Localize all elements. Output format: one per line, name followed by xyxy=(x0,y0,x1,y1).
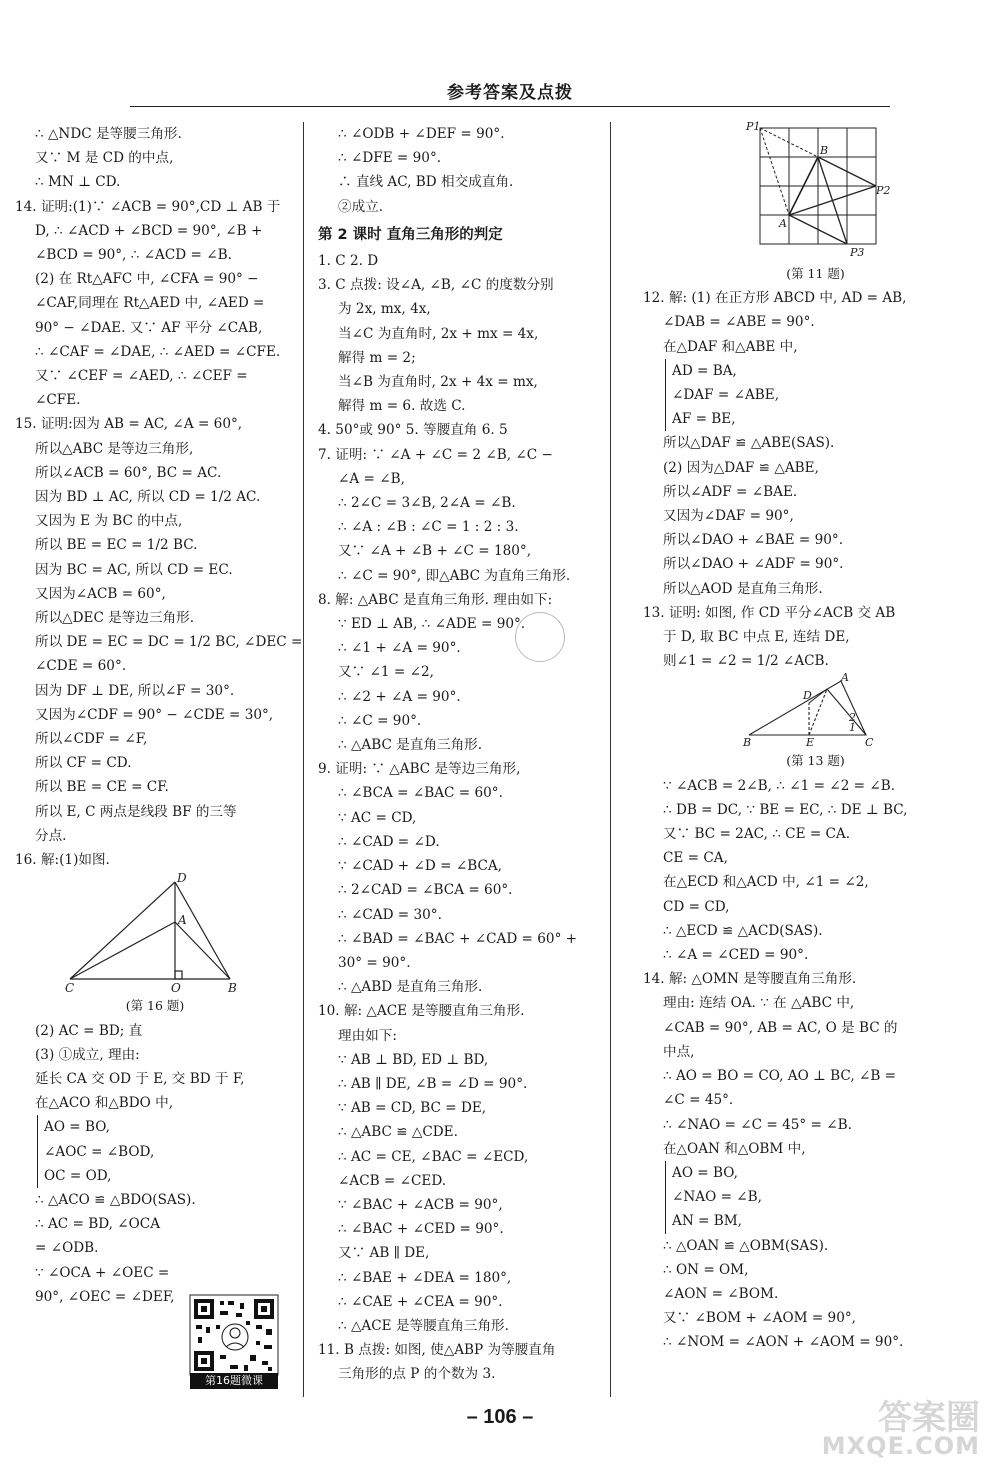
text-line: ∵ AB = CD, BC = DE, xyxy=(338,1100,487,1117)
text-line: ∴ ∠BCA = ∠BAC = 60°. xyxy=(338,785,503,802)
column-divider-1 xyxy=(303,122,304,1397)
text-line: ∴ ∠BAC + ∠CED = 90°. xyxy=(338,1221,504,1238)
text-line: ∴ ∠NOM = ∠AON + ∠AOM = 90°. xyxy=(663,1334,904,1351)
text-line: ∵ ∠OCA + ∠OEC = xyxy=(35,1264,170,1281)
text-line: ∴ ∠1 + ∠A = 90°. xyxy=(338,640,461,657)
fig16-label-o: O xyxy=(171,981,181,996)
text-line: 90° − ∠DAE. 又∵ AF 平分 ∠CAB, xyxy=(35,319,263,336)
text-line: = ∠ODB. xyxy=(35,1240,99,1257)
text-line: ②成立. xyxy=(338,198,384,215)
text-line: 所以△DEC 是等边三角形. xyxy=(35,610,195,627)
text-line: 又∵ AB ∥ DE, xyxy=(338,1245,430,1262)
text-line: 解得 m = 6. 故选 C. xyxy=(338,398,466,415)
text-line: ∵ AC = CD, xyxy=(338,809,417,826)
text-line: ∴ ∠A = ∠CED = 90°. xyxy=(663,947,809,964)
text-line: ∠AON = ∠BOM. xyxy=(663,1285,779,1302)
fig11-label-p1: P1 xyxy=(745,120,760,133)
text-line: AN = BM, xyxy=(665,1209,988,1233)
text-line: D, ∴ ∠ACD + ∠BCD = 90°, ∠B + xyxy=(35,222,263,239)
text-line: 所以 BE = CE = CF. xyxy=(35,779,169,796)
text-line: ∠DAB = ∠ABE = 90°. xyxy=(663,314,815,331)
text-line: ∠CFE. xyxy=(35,392,81,409)
text-line: 9. 证明: ∵ △ABC 是等边三角形, xyxy=(318,761,521,778)
text-line: 又因为 E 为 BC 的中点, xyxy=(35,513,183,530)
figure-16 xyxy=(65,871,245,996)
text-line: 又∵ ∠A + ∠B + ∠C = 180°, xyxy=(338,543,532,560)
text-line: ∴ MN ⊥ CD. xyxy=(35,174,121,191)
text-line: ∵ ∠BAC + ∠ACB = 90°, xyxy=(338,1196,503,1213)
text-line: ∴ ∠2 + ∠A = 90°. xyxy=(338,688,461,705)
fig13-label-1: 1 xyxy=(848,721,856,735)
text-line: 所以 DE = EC = DC = 1/2 BC, ∠DEC = xyxy=(35,634,303,651)
text-line: 当∠C 为直角时, 2x + mx = 4x, xyxy=(338,325,539,342)
figure-16-caption: (第 16 题) xyxy=(125,998,185,1014)
text-line: ∴ 直线 AC, BD 相交成直角. xyxy=(338,174,514,191)
text-line: 所以∠DAO + ∠ADF = 90°. xyxy=(663,556,844,573)
text-line: 第 2 课时 直角三角形的判定 xyxy=(318,226,503,243)
text-line: 8. 解: △ABC 是直角三角形. 理由如下: xyxy=(318,591,553,608)
answer-column-3 xyxy=(643,118,988,1355)
text-line: CE = CA, xyxy=(663,850,728,867)
text-line: ∴ ∠BAE + ∠DEA = 180°, xyxy=(338,1269,512,1286)
text-line: OC = OD, xyxy=(37,1164,295,1188)
text-line: ∵ ED ⊥ AB, ∴ ∠ADE = 90°. xyxy=(338,616,526,633)
text-line: 14. 证明:(1)∵ ∠ACB = 90°,CD ⊥ AB 于 xyxy=(15,198,281,215)
text-line: (3) ①成立, 理由: xyxy=(35,1046,140,1063)
text-line: ∴ ∠ODB + ∠DEF = 90°. xyxy=(338,126,505,142)
fig13-label-2: 2 xyxy=(848,711,856,725)
text-line: 14. 解: △OMN 是等腰直角三角形. xyxy=(643,971,857,988)
text-line: 为 2x, mx, 4x, xyxy=(338,301,431,318)
figure-11 xyxy=(745,120,890,260)
text-line: 10. 解: △ACE 是等腰直角三角形. xyxy=(318,1003,525,1020)
text-line: 在△OAN 和△OBM 中, xyxy=(663,1140,806,1157)
text-line: 90°, ∠OEC = ∠DEF, xyxy=(35,1288,175,1305)
text-line: ∠CAF,同理在 Rt△AED 中, ∠AED = xyxy=(35,295,265,312)
qr-caption: 第16题微课 xyxy=(190,1373,278,1389)
fig13-label-e: E xyxy=(805,736,814,750)
fig13-label-c: C xyxy=(864,736,873,750)
text-line: 于 D, 取 BC 中点 E, 连结 DE, xyxy=(663,629,850,646)
text-line: 3. C 点拨: 设∠A, ∠B, ∠C 的度数分别 xyxy=(318,277,554,294)
text-line: ∴ ∠C = 90°, 即△ABC 为直角三角形. xyxy=(338,567,571,584)
text-line: CD = CD, xyxy=(663,898,730,915)
text-line: 15. 证明:因为 AB = AC, ∠A = 60°, xyxy=(15,416,243,433)
text-line: ∴ ∠A : ∠B : ∠C = 1 : 2 : 3. xyxy=(338,519,519,536)
column-1-text-b xyxy=(15,1019,295,1309)
text-line: ∴ DB = DC, ∵ BE = EC, ∴ DE ⊥ BC, xyxy=(663,801,908,818)
text-line: 因为 BC = AC, 所以 CD = EC. xyxy=(35,561,233,578)
text-line: ∠C = 45°. xyxy=(663,1092,734,1109)
text-line: (2) AC = BD; 直 xyxy=(35,1022,143,1039)
text-line: 又因为∠CDF = 90° − ∠CDE = 30°, xyxy=(35,706,274,723)
text-line: 则∠1 = ∠2 = 1/2 ∠ACB. xyxy=(663,653,829,670)
fig11-label-b: B xyxy=(819,144,828,157)
watermark-url: MXQE.COM xyxy=(821,1432,980,1460)
fig16-label-d: D xyxy=(177,871,187,886)
text-line: ∠A = ∠B, xyxy=(338,470,405,487)
text-line: ∴ AO = BO = CO, AO ⊥ BC, ∠B = xyxy=(663,1068,897,1085)
text-line: ∴ △ABC ≌ △CDE. xyxy=(338,1124,458,1141)
text-line: 因为 DF ⊥ DE, 所以∠F = 30°. xyxy=(35,682,235,699)
text-line: 所以 BE = EC = 1/2 BC. xyxy=(35,537,198,554)
column-3-text-a xyxy=(643,286,988,673)
text-line: 所以 E, C 两点是线段 BF 的三等 xyxy=(35,803,237,820)
text-line: ∠DAF = ∠ABE, xyxy=(665,383,988,407)
text-line: ∴ ∠BAD = ∠BAC + ∠CAD = 60° + xyxy=(338,930,578,947)
text-line: ∴ △ECD ≌ △ACD(SAS). xyxy=(663,922,823,939)
text-line: 所以△AOD 是直角三角形. xyxy=(663,580,823,597)
text-line: ∴ ∠CAE + ∠CEA = 90°. xyxy=(338,1293,503,1310)
text-line: ∠CAB = 90°, AB = AC, O 是 BC 的 xyxy=(663,1019,898,1036)
text-line: ∴ △ACO ≌ △BDO(SAS). xyxy=(35,1191,196,1208)
figure-13-caption: (第 13 题) xyxy=(786,753,845,769)
text-line: 理由: 连结 OA. ∵ 在 △ABC 中, xyxy=(663,995,855,1012)
text-line: ∴ ∠CAF = ∠DAE, ∴ ∠AED = ∠CFE. xyxy=(35,343,281,360)
text-line: 在△ECD 和△ACD 中, ∠1 = ∠2, xyxy=(663,874,869,891)
text-line: 11. B 点拨: 如图, 使△ABP 为等腰直角 xyxy=(318,1342,556,1359)
fig11-label-p2: P2 xyxy=(875,184,890,197)
text-line: 又∵ ∠CEF = ∠AED, ∴ ∠CEF = xyxy=(35,368,248,385)
text-line: 又∵ ∠BOM + ∠AOM = 90°, xyxy=(663,1310,856,1327)
fig16-label-b: B xyxy=(228,981,237,996)
fig16-label-a: A xyxy=(178,913,187,928)
text-line: 又∵ ∠1 = ∠2, xyxy=(338,664,434,681)
text-line: ∴ AB ∥ DE, ∠B = ∠D = 90°. xyxy=(338,1075,528,1092)
text-line: 因为 BD ⊥ AC, 所以 CD = 1/2 AC. xyxy=(35,489,261,506)
answer-column-2 xyxy=(318,122,603,1387)
figure-13 xyxy=(741,671,891,750)
answer-column-1 xyxy=(15,122,303,1309)
text-line: ∴ ∠NAO = ∠C = 45° = ∠B. xyxy=(663,1116,852,1133)
fig13-label-d: D xyxy=(802,689,812,703)
figure-11-caption: (第 11 题) xyxy=(786,266,845,281)
text-line: (2) 在 Rt△AFC 中, ∠CFA = 90° − xyxy=(35,271,259,288)
text-line: ∴ ON = OM, xyxy=(663,1261,749,1278)
text-line: ∠AOC = ∠BOD, xyxy=(37,1140,295,1164)
text-line: ∵ ∠CAD + ∠D = ∠BCA, xyxy=(338,858,503,875)
text-line: ∴ △OAN ≌ △OBM(SAS). xyxy=(663,1237,829,1254)
text-line: ∵ AB ⊥ BD, ED ⊥ BD, xyxy=(338,1051,489,1068)
text-line: 所以△DAF ≌ △ABE(SAS). xyxy=(663,435,835,452)
text-line: 所以△ABC 是等边三角形, xyxy=(35,440,194,457)
text-line: ∠BCD = 90°, ∴ ∠ACD = ∠B. xyxy=(35,247,232,264)
text-line: 又∵ BC = 2AC, ∴ CE = CA. xyxy=(663,826,851,843)
text-line: AD = BA, xyxy=(665,359,988,383)
text-line: ∵ ∠ACB = 2∠B, ∴ ∠1 = ∠2 = ∠B. xyxy=(663,777,896,794)
text-line: ∴ △NDC 是等腰三角形. xyxy=(35,126,182,142)
fig13-label-b: B xyxy=(742,736,751,750)
text-line: 在△ACO 和△BDO 中, xyxy=(35,1095,174,1112)
text-line: ∴ ∠C = 90°. xyxy=(338,712,422,729)
page-header: 参考答案及点拨 xyxy=(130,78,890,107)
text-line: 延长 CA 交 OD 于 E, 交 BD 于 F, xyxy=(35,1070,245,1087)
text-line: ∴ AC = CE, ∠BAC = ∠ECD, xyxy=(338,1148,529,1165)
text-line: 所以∠CDF = ∠F, xyxy=(35,731,148,748)
text-line: 解得 m = 2; xyxy=(338,349,416,366)
text-line: 所以∠ACB = 60°, BC = AC. xyxy=(35,464,222,481)
text-line: 所以∠DAO + ∠BAE = 90°. xyxy=(663,532,844,549)
fig11-label-p3: P3 xyxy=(849,246,864,259)
text-line: 所以∠ADF = ∠BAE. xyxy=(663,483,798,500)
text-line: 在△DAF 和△ABE 中, xyxy=(663,338,798,355)
column-2-text xyxy=(318,122,603,1387)
text-line: 7. 证明: ∵ ∠A + ∠C = 2 ∠B, ∠C − xyxy=(318,446,553,463)
text-line: (2) 因为△DAF ≌ △ABE, xyxy=(663,459,819,476)
text-line: 中点, xyxy=(663,1043,695,1060)
text-line: 三角形的点 P 的个数为 3. xyxy=(338,1366,496,1383)
text-line: 又因为∠DAF = 90°, xyxy=(663,508,794,525)
text-line: ∴ △ABD 是直角三角形. xyxy=(338,979,483,996)
page-number: – 106 – xyxy=(466,1406,534,1428)
text-line: ∴ 2∠CAD = ∠BCA = 60°. xyxy=(338,882,513,899)
text-line: ∴ AC = BD, ∠OCA xyxy=(35,1216,161,1233)
text-line: 又因为∠ACB = 60°, xyxy=(35,585,166,602)
text-line: ∠NAO = ∠B, xyxy=(665,1185,988,1209)
text-line: ∴ 2∠C = 3∠B, 2∠A = ∠B. xyxy=(338,495,516,512)
text-line: 16. 解:(1)如图. xyxy=(15,852,110,869)
text-line: 分点. xyxy=(35,827,67,844)
text-line: 当∠B 为直角时, 2x + 4x = mx, xyxy=(338,374,538,391)
column-3-text-b xyxy=(643,774,988,1355)
column-1-text xyxy=(15,122,303,872)
text-line: AO = BO, xyxy=(37,1115,295,1139)
text-line: ∠ACB = ∠CED. xyxy=(338,1172,447,1189)
watermark-logo: 答案圈 xyxy=(878,1398,980,1438)
fig13-label-a: A xyxy=(840,671,849,685)
text-line: ∴ ∠DFE = 90°. xyxy=(338,150,442,167)
text-line: AO = BO, xyxy=(665,1161,988,1185)
text-line: ∴ △ACE 是等腰直角三角形. xyxy=(338,1317,509,1334)
text-line: AF = BE, xyxy=(665,407,988,431)
text-line: ∴ △ABC 是直角三角形. xyxy=(338,737,483,754)
text-line: 12. 解: (1) 在正方形 ABCD 中, AD = AB, xyxy=(643,290,907,307)
fig11-label-a: A xyxy=(778,217,787,230)
text-line: 1. C 2. D xyxy=(318,253,379,270)
text-line: 又∵ M 是 CD 的中点, xyxy=(35,150,174,167)
text-line: ∴ ∠CAD = 30°. xyxy=(338,906,442,923)
qr-code[interactable] xyxy=(190,1295,278,1375)
text-line: ∠CDE = 60°. xyxy=(35,658,127,675)
fig16-label-c: C xyxy=(65,981,75,996)
text-line: 所以 CF = CD. xyxy=(35,755,132,772)
column-divider-2 xyxy=(610,122,611,1397)
text-line: ∴ ∠CAD = ∠D. xyxy=(338,833,440,850)
text-line: 理由如下: xyxy=(338,1027,397,1044)
text-line: 30° = 90°. xyxy=(338,954,411,971)
text-line: 4. 50°或 90° 5. 等腰直角 6. 5 xyxy=(318,422,508,439)
text-line: 13. 证明: 如图, 作 CD 平分∠ACB 交 AB xyxy=(643,604,896,621)
